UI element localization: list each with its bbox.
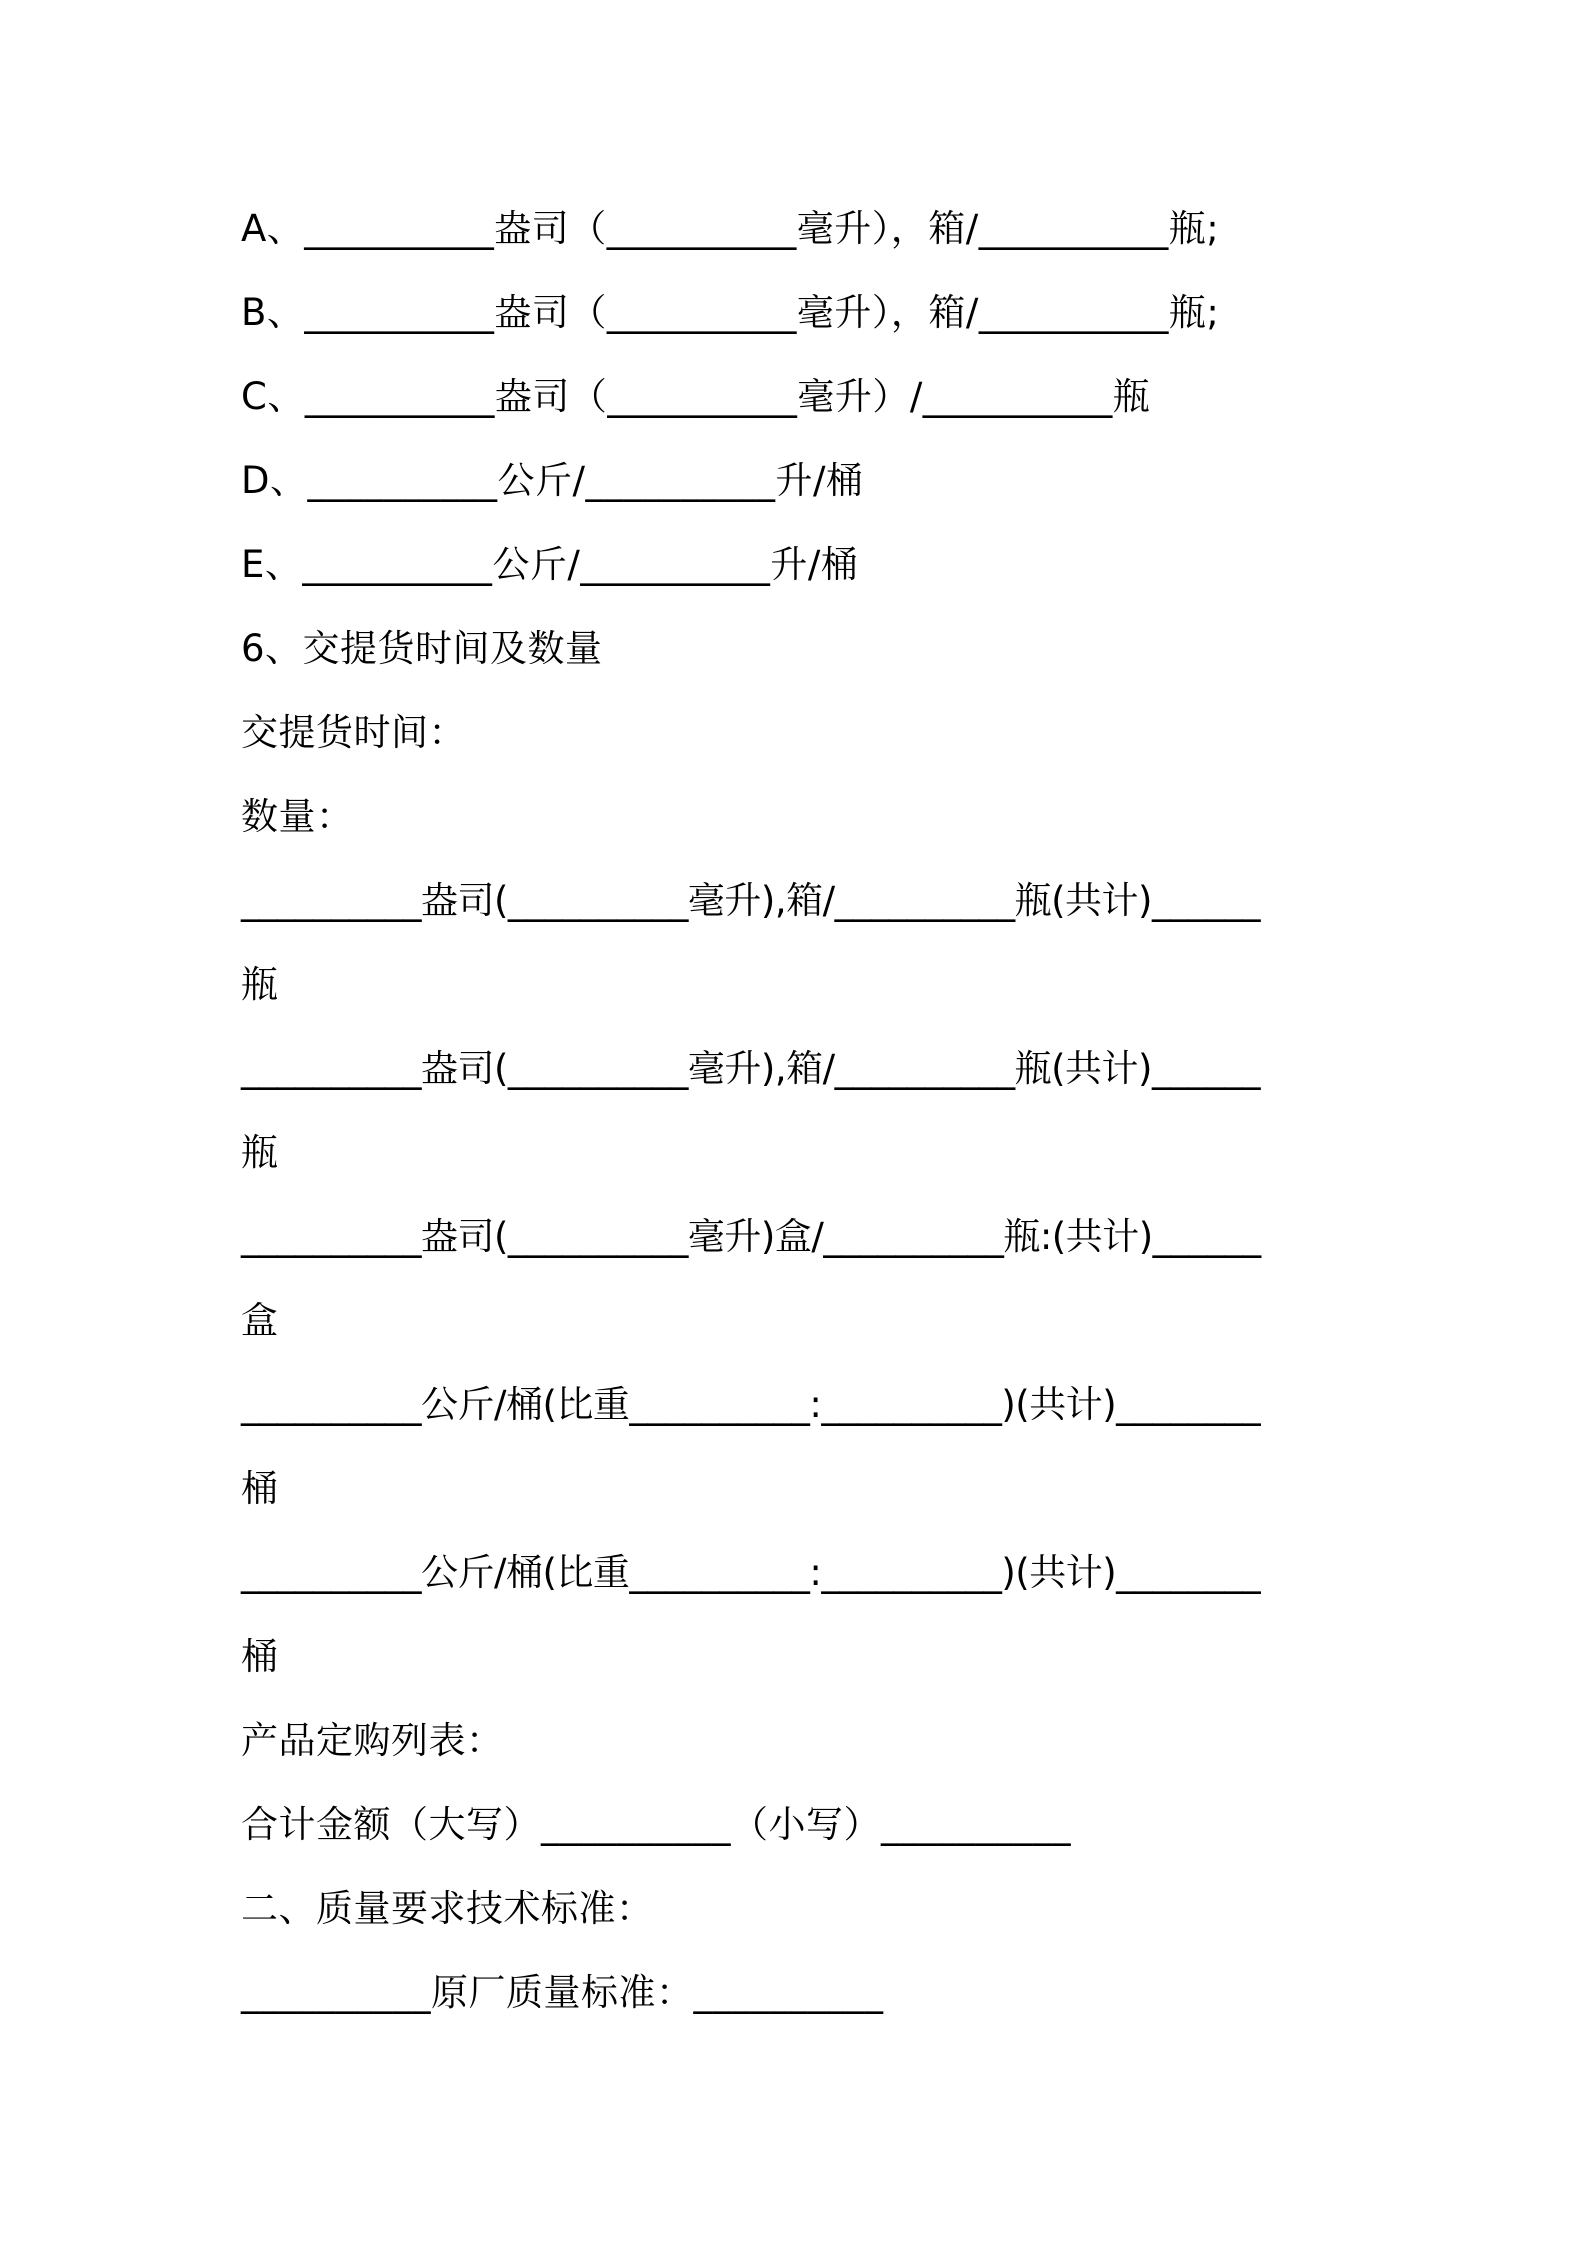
- section-heading-quality: 二、质量要求技术标准：: [241, 1887, 654, 1930]
- item-a-line: A、__________盎司（__________毫升），箱/__________瓶;: [241, 207, 1220, 250]
- section-heading-delivery: 6、交提货时间及数量: [241, 627, 603, 670]
- quantity-line-3-unit: 盒: [241, 1299, 279, 1342]
- product-order-list-label: 产品定购列表：: [241, 1719, 504, 1762]
- total-amount-line: 合计金额（大写）__________（小写）__________: [241, 1803, 1071, 1846]
- quantity-line-3: __________盎司(__________毫升)盒/__________瓶:(共计)______: [241, 1215, 1261, 1258]
- quantity-line-2: __________盎司(__________毫升),箱/__________瓶(共计)______: [241, 1047, 1260, 1090]
- quantity-label: 数量：: [241, 795, 354, 838]
- quantity-line-5-unit: 桶: [241, 1635, 279, 1678]
- item-b-line: B、__________盎司（__________毫升），箱/__________瓶;: [241, 291, 1220, 334]
- item-c-line: C、__________盎司（__________毫升）/__________瓶: [241, 375, 1151, 418]
- quantity-line-1-unit: 瓶: [241, 963, 279, 1006]
- delivery-time-label: 交提货时间：: [241, 711, 466, 754]
- quantity-line-5: __________公斤/桶(比重__________:__________)(共计)________: [241, 1551, 1261, 1594]
- item-e-line: E、__________公斤/__________升/桶: [241, 543, 859, 586]
- item-d-line: D、__________公斤/__________升/桶: [241, 459, 864, 502]
- quantity-line-4-unit: 桶: [241, 1467, 279, 1510]
- quantity-line-2-unit: 瓶: [241, 1131, 279, 1174]
- quantity-line-4: __________公斤/桶(比重__________:__________)(共计)________: [241, 1383, 1261, 1426]
- quantity-line-1: __________盎司(__________毫升),箱/__________瓶(共计)______: [241, 879, 1260, 922]
- quality-standard-line: __________原厂质量标准：__________: [241, 1971, 884, 2014]
